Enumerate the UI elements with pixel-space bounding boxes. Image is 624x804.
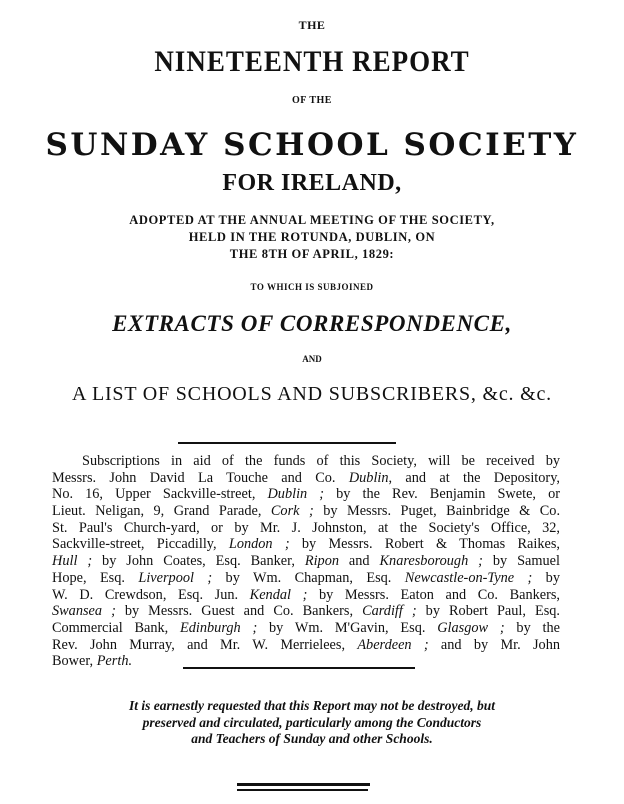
society-name: SUNDAY SCHOOL SOCIETY (45, 127, 579, 163)
notice-line (52, 520, 560, 537)
notice-text: by Messrs. Robert & Thomas Raikes, (289, 536, 560, 553)
notice-text: Rev. John Murray, and Mr. W. Merrielees, (52, 636, 358, 653)
notice-text: Subscriptions in aid of the funds of this Society, will be received by (82, 453, 560, 469)
subscriptions-notice (52, 453, 560, 670)
place-name: Knaresborough ; (379, 553, 483, 570)
notice-text: by Messrs. Puget, Bainbridge & Co. (313, 503, 561, 520)
request-note (0, 698, 624, 748)
request-line: and Teachers of Sunday and other Schools. (191, 731, 433, 746)
notice-line (52, 603, 560, 620)
report-title: NINETEENTH REPORT (154, 44, 470, 78)
notice-text: Sackville-street, Piccadilly, (52, 536, 229, 553)
title-the: THE (298, 18, 326, 32)
notice-line (52, 587, 560, 604)
place-name: Cardiff ; (362, 603, 417, 620)
notice-line (52, 453, 560, 470)
place-name: Swansea ; (52, 603, 116, 620)
notice-line (52, 486, 560, 503)
place-name: Aberdeen ; (357, 636, 429, 653)
notice-text: Messrs. John David La Touche and Co. (52, 469, 349, 486)
place-name: Ripon (304, 553, 339, 570)
notice-text: Lieut. Neligan, 9, Grand Parade, (52, 503, 271, 520)
notice-text: by Samuel (482, 553, 560, 570)
notice-text: by Robert Paul, Esq. (416, 603, 560, 620)
notice-text: Bower, (52, 653, 97, 670)
for-ireland: FOR IRELAND, (222, 170, 402, 196)
place-name: Dublin ; (267, 486, 325, 503)
notice-line (52, 553, 560, 570)
request-line: preserved and circulated, particularly among the Conductors (142, 714, 482, 730)
notice-text: by Messrs. Eaton and Co. Bankers, (307, 586, 561, 603)
notice-text: by Wm. Chapman, Esq. (212, 569, 405, 586)
double-rule-bottom (237, 789, 368, 791)
place-name: Newcastle-on-Tyne ; (404, 569, 533, 586)
notice-line (52, 470, 560, 487)
place-name: Glasgow ; (437, 619, 505, 636)
title-of-the: OF THE (292, 95, 332, 106)
notice-text: by the Rev. Benjamin Swete, or (324, 486, 560, 503)
place-name: Liverpool ; (138, 569, 213, 586)
adopted-line: THE 8TH OF APRIL, 1829: (229, 247, 395, 261)
notice-text: and (339, 553, 380, 570)
notice-text: by John Coates, Esq. Banker, (92, 553, 305, 570)
request-line: It is earnestly requested that this Report may not be destroyed, but (128, 698, 495, 713)
notice-text: by the (504, 619, 560, 636)
place-name: Edinburgh ; (180, 619, 258, 636)
notice-text: by Messrs. Guest and Co. Bankers, (115, 603, 363, 620)
place-name: Cork ; (270, 503, 314, 520)
notice-text: Hope, Esq. (52, 569, 139, 586)
place-name: Perth. (96, 653, 133, 670)
notice-line (52, 637, 560, 654)
notice-text: W. D. Crewdson, Esq. Jun. (52, 586, 250, 603)
subjoined-label: TO WHICH IS SUBJOINED (250, 282, 374, 292)
divider-rule (178, 442, 396, 444)
notice-text: , and at the Depository, (388, 469, 560, 486)
notice-line (52, 620, 560, 637)
list-heading: A LIST OF SCHOOLS AND SUBSCRIBERS, &c. &c. (72, 383, 552, 405)
adopted-line: HELD IN THE ROTUNDA, DUBLIN, ON (188, 230, 436, 244)
divider-rule (183, 667, 415, 669)
notice-text: and by Mr. John (428, 636, 560, 653)
notice-text: No. 16, Upper Sackville-street, (52, 486, 268, 503)
notice-text: St. Paul's Church-yard, or by Mr. J. Johnston, at the Society's Office, 32, (52, 519, 560, 536)
place-name: Dublin (348, 469, 389, 486)
notice-text: by (532, 569, 560, 586)
and-label: AND (302, 354, 322, 364)
place-name: London ; (228, 536, 290, 553)
place-name: Kendal ; (249, 586, 308, 603)
notice-text: by Wm. M'Gavin, Esq. (257, 619, 438, 636)
notice-line (52, 503, 560, 520)
notice-line (52, 536, 560, 553)
notice-text: Commercial Bank, (52, 619, 181, 636)
adopted-line: ADOPTED AT THE ANNUAL MEETING OF THE SOCIETY, (129, 213, 495, 227)
extracts-heading: EXTRACTS OF CORRESPONDENCE, (112, 311, 512, 336)
notice-line (52, 570, 560, 587)
double-rule-top (237, 783, 370, 786)
place-name: Hull ; (52, 553, 93, 570)
